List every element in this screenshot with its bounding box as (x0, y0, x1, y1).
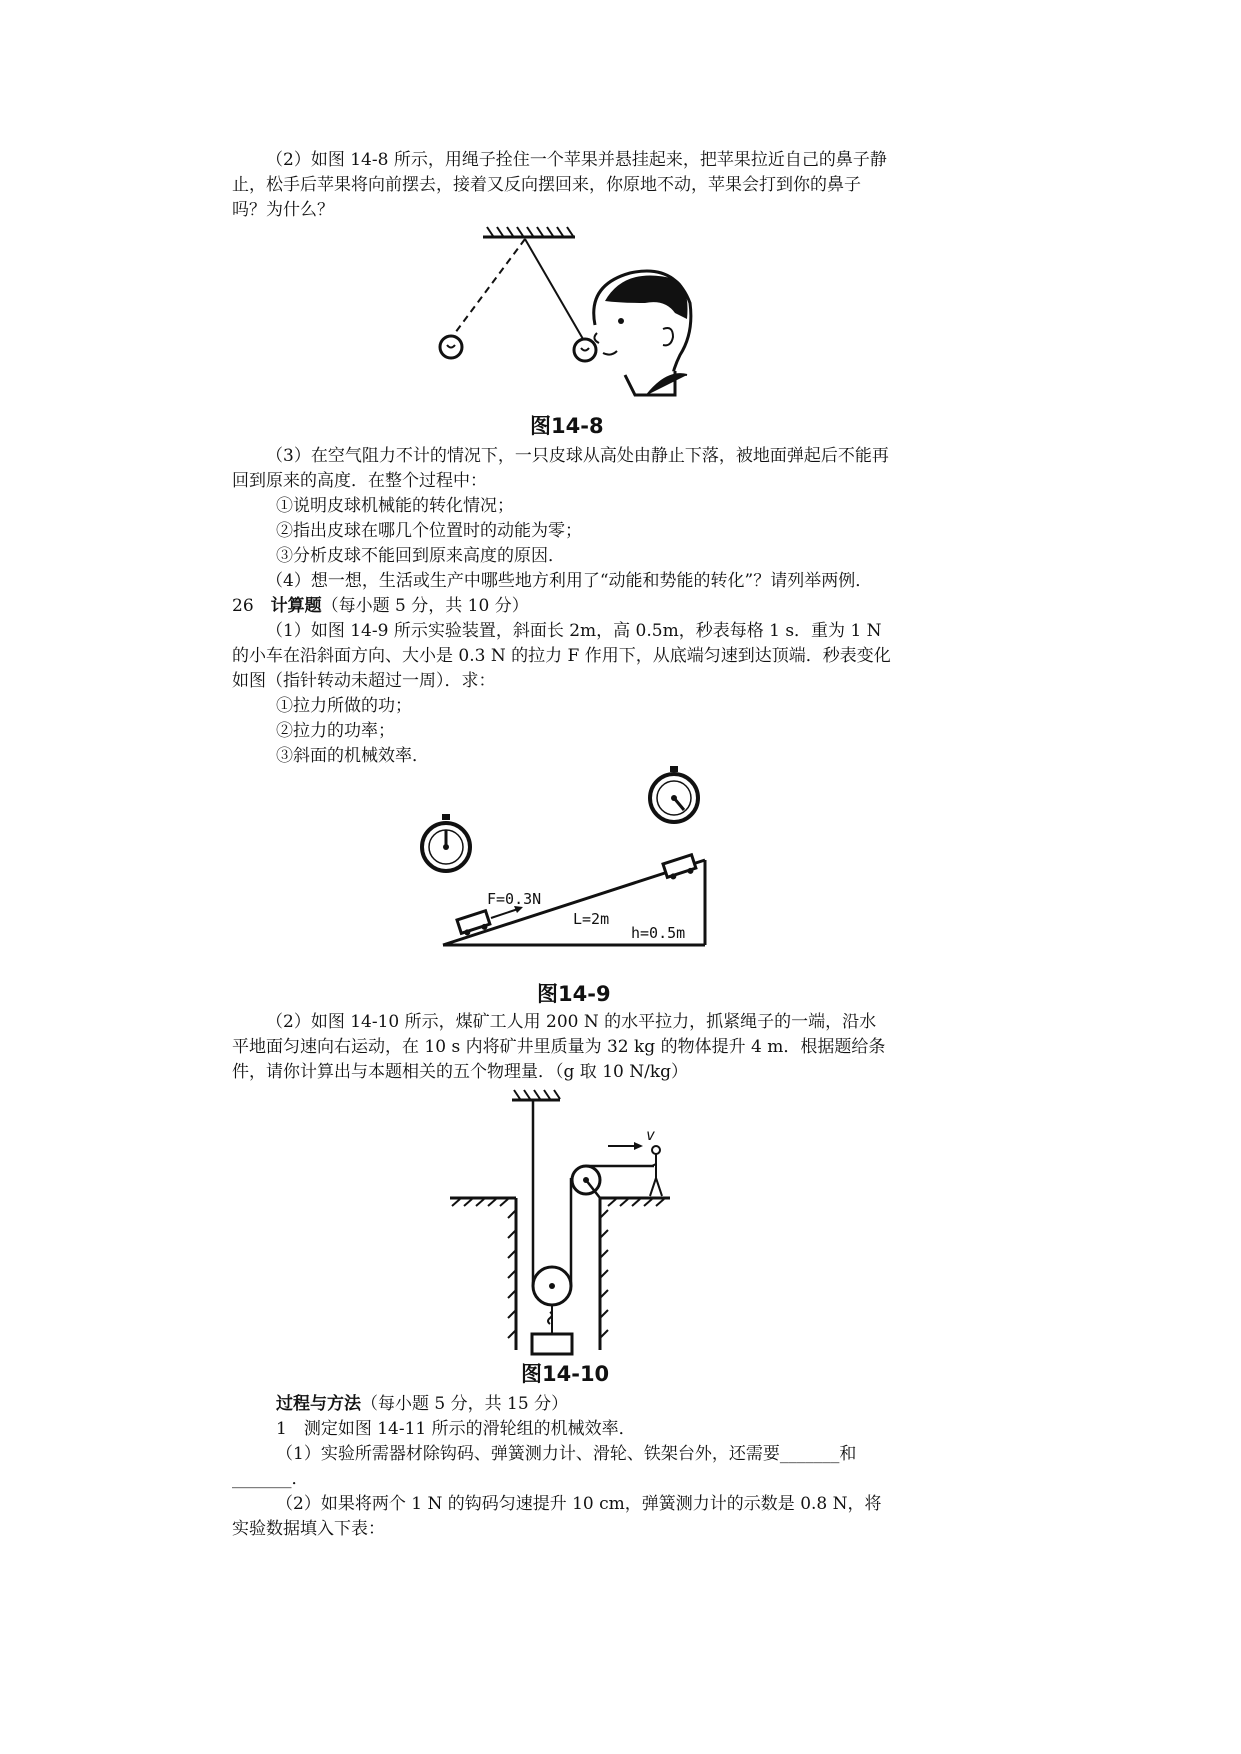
method-heading (276, 1392, 936, 1417)
question-3-text: （3）在空气阻力不计的情况下，一只皮球从高处由静止下落，被地面弹起后不能再回到原来的高度．在整个过程中： (232, 446, 889, 491)
force-label: F=0.3N (487, 890, 542, 908)
figure-14-9-caption: 图14-9 (537, 982, 611, 1006)
calc-1-item-2: ②拉力的功率； (276, 721, 395, 741)
cart-bottom (457, 911, 491, 937)
method-score: （每小题 5 分，共 15 分） (361, 1394, 569, 1414)
figure-14-9 (405, 760, 715, 960)
cart-top (663, 855, 697, 881)
method-1-text: 1 测定如图 14-11 所示的滑轮组的机械效率． (276, 1419, 636, 1439)
calc-1-text: （1）如图 14-9 所示实验装置，斜面长 2m，高 0.5m，秒表每格 1 s．重为 1 N的小车在沿斜面方向、大小是 0.3 N 的拉力 F 作用下，从底端匀速到达顶端．秒表变化如图（指针转动未超过一周）．求： (232, 621, 891, 691)
question-3-item-3: ③分析皮球不能回到原来高度的原因． (276, 546, 565, 566)
method-1-part-a: （1）实验所需器材除钩码、弹簧测力计、滑轮、铁架台外，还需要_______和_______． (232, 1444, 857, 1489)
calc-1-item-3: ③斜面的机械效率． (276, 746, 429, 766)
length-label: L=2m (573, 910, 610, 928)
stopwatch-left-icon (422, 814, 470, 871)
figure-14-10 (440, 1088, 680, 1356)
figure-14-8 (425, 225, 695, 400)
velocity-label: v (646, 1126, 656, 1144)
method-title: 过程与方法 (276, 1394, 361, 1414)
height-label: h=0.5m (631, 924, 686, 942)
calc-section-score: （每小题 5 分，共 10 分） (321, 596, 529, 616)
calc-2-text: （2）如图 14-10 所示，煤矿工人用 200 N 的水平拉力，抓紧绳子的一端，沿水平地面匀速向右运动，在 10 s 内将矿井里质量为 32 kg 的物体提升 4 m．根据题给条件，请你计算出与本题相关的五个物理量．（g 取 10 N/kg） (232, 1012, 886, 1082)
method-1-part-b: （2）如果将两个 1 N 的钩码匀速提升 10 cm，弹簧测力计的示数是 0.8 N，将实验数据填入下表： (232, 1494, 882, 1539)
figure-14-8-caption: 图14-8 (530, 414, 604, 438)
question-3-item-1: ①说明皮球机械能的转化情况； (276, 496, 514, 516)
question-3-item-2: ②指出皮球在哪几个位置时的动能为零； (276, 521, 582, 541)
stopwatch-right-icon (650, 766, 698, 822)
question-2-text: （2）如图 14-8 所示，用绳子拴住一个苹果并悬挂起来，把苹果拉近自己的鼻子静止，松手后苹果将向前摆去，接着又反向摆回来，你原地不动，苹果会打到你的鼻子吗？为什么？ (232, 150, 887, 220)
figure-14-10-caption: 图14-10 (521, 1362, 610, 1386)
calc-1-item-1: ①拉力所做的功； (276, 696, 412, 716)
calc-section-title: 计算题 (270, 596, 322, 616)
question-4-text: （4）想一想，生活或生产中哪些地方利用了“动能和势能的转化”？请列举两例．26 计算题（每小题 5 分，共 10 分） (232, 571, 873, 616)
